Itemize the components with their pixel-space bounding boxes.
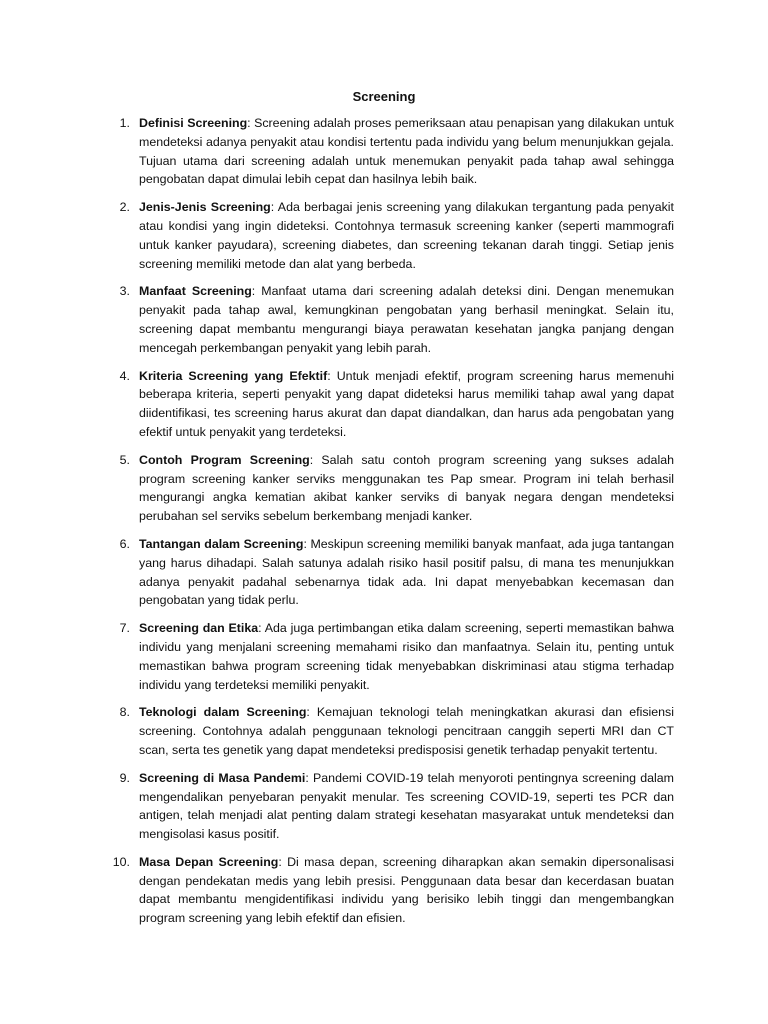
item-number: 4. bbox=[119, 368, 130, 383]
item-number: 2. bbox=[119, 200, 130, 215]
list-item bbox=[104, 451, 674, 526]
item-number: 7. bbox=[119, 621, 130, 636]
numbered-list bbox=[104, 114, 674, 937]
item-number: 10. bbox=[112, 854, 130, 869]
item-text: : Meskipun screening memiliki banyak manfaat, ada juga tantangan yang harus dihadapi. Salah satunya adalah risiko hasil positif palsu, di mana tes menunjukkan adanya penyakit padahal sebenarnya tidak ada. Ini dapat menyebabkan kecemasan dan pengobatan yang tidak perlu. bbox=[139, 536, 675, 608]
item-term: Definisi Screening bbox=[139, 116, 248, 130]
list-item bbox=[104, 114, 674, 189]
list-item bbox=[104, 703, 674, 759]
document-title: Screening bbox=[352, 89, 416, 104]
item-number: 9. bbox=[119, 770, 130, 785]
item-text: : Ada berbagai jenis screening yang dilakukan tergantung pada penyakit atau kondisi yang ingin dideteksi. Contohnya termasuk screening kanker (seperti mammografi untuk kanker payudara), screening diabetes, dan screening tekanan darah tinggi. Setiap jenis screening memiliki metode dan alat yang berbeda. bbox=[139, 200, 675, 271]
item-text: : Kemajuan teknologi telah meningkatkan akurasi dan efisiensi screening. Contohnya adalah penggunaan teknologi pencitraan canggih seperti MRI dan CT scan, serta tes genetik yang dapat mendeteksi predisposisi genetik terhadap penyakit tertentu. bbox=[139, 705, 675, 757]
list-item bbox=[104, 198, 674, 273]
item-number: 3. bbox=[119, 284, 130, 299]
item-term: Teknologi dalam Screening bbox=[139, 705, 307, 720]
list-item bbox=[104, 769, 674, 844]
item-term: Kriteria Screening yang Efektif bbox=[139, 368, 328, 383]
list-item bbox=[104, 282, 674, 357]
item-term: Jenis-Jenis Screening bbox=[139, 200, 271, 215]
item-term: Screening dan Etika bbox=[139, 621, 259, 636]
list-item bbox=[104, 619, 674, 694]
list-item bbox=[104, 853, 674, 928]
item-number: 5. bbox=[119, 452, 130, 467]
item-text: : Untuk menjadi efektif, program screening harus memenuhi beberapa kriteria, seperti penyakit yang dapat dideteksi harus memiliki tahap awal yang dapat diidentifikasi, tes screening harus akurat dan dapat diandalkan, dan harus ada pengobatan yang efektif untuk penyakit yang terdeteksi. bbox=[139, 368, 674, 439]
item-term: Contoh Program Screening bbox=[139, 452, 310, 467]
item-text: : Manfaat utama dari screening adalah deteksi dini. Dengan menemukan penyakit pada tahap awal, kemungkinan pengobatan yang berhasil meningkat. Selain itu, screening dapat membantu mengurangi biaya perawatan kesehatan jangka panjang dengan mencegah perkembangan penyakit yang lebih parah. bbox=[139, 284, 675, 355]
item-number: 1. bbox=[119, 116, 130, 130]
item-text: : Di masa depan, screening diharapkan akan semakin dipersonalisasi dengan pendekatan medis yang lebih presisi. Penggunaan data besar dan kecerdasan buatan dapat membantu mengidentifikasi individu yang berisiko lebih tinggi dan mengembangkan program screening yang lebih efektif dan efisien. bbox=[139, 854, 675, 926]
item-number: 6. bbox=[119, 536, 130, 551]
list-item bbox=[104, 367, 674, 442]
item-text: : Ada juga pertimbangan etika dalam screening, seperti memastikan bahwa individu yang menjalani screening memahami risiko dan manfaatnya. Selain itu, penting untuk memastikan bahwa program screening tidak menyebabkan diskriminasi atau stigma terhadap individu yang terdeteksi memiliki penyakit. bbox=[139, 621, 675, 692]
item-term: Screening di Masa Pandemi bbox=[139, 770, 306, 785]
item-term: Manfaat Screening bbox=[139, 284, 252, 299]
item-text: : Screening adalah proses pemeriksaan atau penapisan yang dilakukan untuk mendeteksi adanya penyakit atau kondisi tertentu pada individu yang belum menunjukkan gejala. Tujuan utama dari screening adalah untuk menemukan penyakit pada tahap awal sehingga pengobatan dapat dimulai lebih cepat dan hasilnya lebih baik. bbox=[139, 116, 674, 187]
item-text: : Pandemi COVID-19 telah menyoroti pentingnya screening dalam mengendalikan penyebaran penyakit menular. Tes screening COVID-19, seperti tes PCR dan antigen, telah menjadi alat penting dalam strategi kesehatan masyarakat untuk mendeteksi dan mengisolasi kasus positif. bbox=[139, 770, 674, 842]
item-term: Masa Depan Screening bbox=[139, 854, 279, 869]
list-item bbox=[104, 535, 674, 610]
item-text: : Salah satu contoh program screening yang sukses adalah program screening kanker serviks menggunakan tes Pap smear. Program ini telah berhasil mengurangi angka kematian akibat kanker serviks di banyak negara dengan mendeteksi perubahan sel serviks sebelum berkembang menjadi kanker. bbox=[139, 452, 674, 524]
item-term: Tantangan dalam Screening bbox=[139, 536, 304, 551]
item-number: 8. bbox=[119, 705, 130, 720]
